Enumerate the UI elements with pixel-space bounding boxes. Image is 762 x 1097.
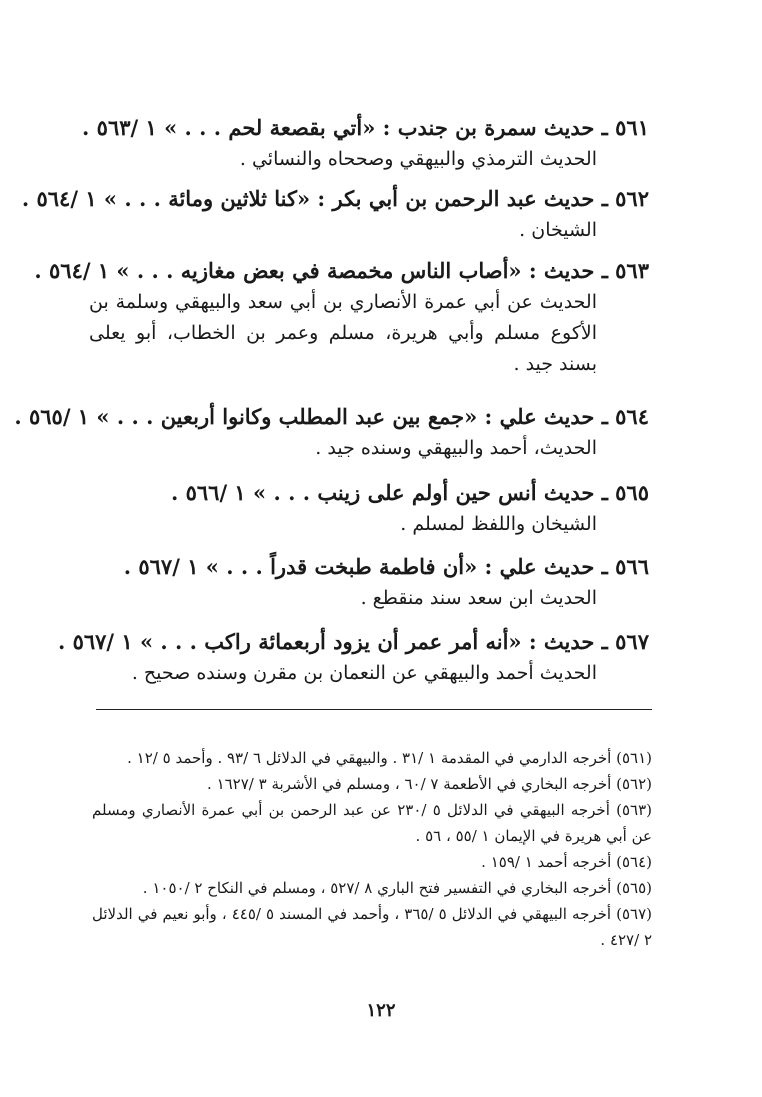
hadith-entry — [82, 112, 649, 175]
hadith-heading: ٥٦١ ـ حديث سمرة بن جندب : «أتي بقصعة لحم . . . » ١ /٥٦٣ . — [82, 115, 649, 140]
footnote-divider — [96, 709, 652, 710]
hadith-source: الشيخان واللفظ لمسلم . — [400, 513, 597, 535]
footnote: (٥٦٥) أخرجه البخاري في التفسير فتح الباري ٨ /٥٢٧ ، ومسلم في النكاح ٢ /١٠٥٠ . — [142, 879, 652, 897]
footnote: (٥٦١) أخرجه الدارمي في المقدمة ١ /٣١ . والبيهقي في الدلائل ٦ /٩٣ . وأحمد ٥ /١٢ . — [127, 749, 652, 767]
hadith-source: الحديث، أحمد والبيهقي وسنده جيد . — [315, 437, 597, 459]
hadith-entry — [21, 183, 649, 246]
hadith-heading: ٥٦٢ ـ حديث عبد الرحمن بن أبي بكر : «كنا ثلاثين ومائة . . . » ١ /٥٦٤ . — [21, 186, 649, 211]
hadith-entry — [89, 477, 649, 540]
hadith-heading: ٥٦٧ ـ حديث : «أنه أمر عمر أن يزود أربعمائة راكب . . . » ١ /٥٦٧ . — [57, 629, 649, 654]
hadith-source: الحديث عن أبي عمرة الأنصاري بن أبي سعد والبيهقي وسلمة بن الأكوع مسلم وأبي هريرة، مسلم وعمر بن الخطاب، أبو يعلى بسند جيد . — [89, 291, 597, 375]
hadith-heading: ٥٦٣ ـ حديث : «أصاب الناس مخمصة في بعض مغازيه . . . » ١ /٥٦٤ . — [34, 258, 649, 283]
footnote: (٥٦٧) أخرجه البيهقي في الدلائل ٥ /٣٦٥ ، وأحمد في المسند ٥ /٤٤٥ ، وأبو نعيم في الدلائل ٢ /٤٢٧ . — [92, 905, 652, 949]
footnote: (٥٦٣) أخرجه البيهقي في الدلائل ٥ /٢٣٠ عن عبد الرحمن بن أبي عمرة الأنصاري ومسلم عن أبي هريرة في الإيمان ١ /٥٥ ، ٥٦ . — [92, 801, 652, 845]
hadith-source: الحديث أحمد والبيهقي عن النعمان بن مقرن وسنده صحيح . — [131, 662, 597, 684]
hadith-entry — [57, 626, 649, 689]
footnote: (٥٦٢) أخرجه البخاري في الأطعمة ٧ /٦٠ ، ومسلم في الأشربة ٣ /١٦٢٧ . — [207, 775, 652, 793]
page-number: ١٢٢ — [366, 1000, 396, 1021]
footnotes — [92, 745, 652, 953]
hadith-entry — [34, 255, 649, 380]
hadith-heading: ٥٦٤ ـ حديث علي : «جمع بين عبد المطلب وكانوا أربعين . . . » ١ /٥٦٥ . — [14, 404, 649, 429]
hadith-entry — [89, 551, 649, 614]
footnote: (٥٦٤) أخرجه أحمد ١ /١٥٩ . — [481, 853, 652, 871]
hadith-source: الشيخان . — [519, 219, 597, 241]
hadith-heading: ٥٦٥ ـ حديث أنس حين أولم على زينب . . . » ١ /٥٦٦ . — [170, 480, 649, 505]
hadith-source: الحديث الترمذي والبيهقي وصححاه والنسائي . — [239, 148, 597, 170]
hadith-source: الحديث ابن سعد سند منقطع . — [360, 587, 597, 609]
hadith-entry — [14, 401, 649, 464]
hadith-heading: ٥٦٦ ـ حديث علي : «أن فاطمة طبخت قدراً . . . » ١ /٥٦٧ . — [123, 554, 649, 579]
